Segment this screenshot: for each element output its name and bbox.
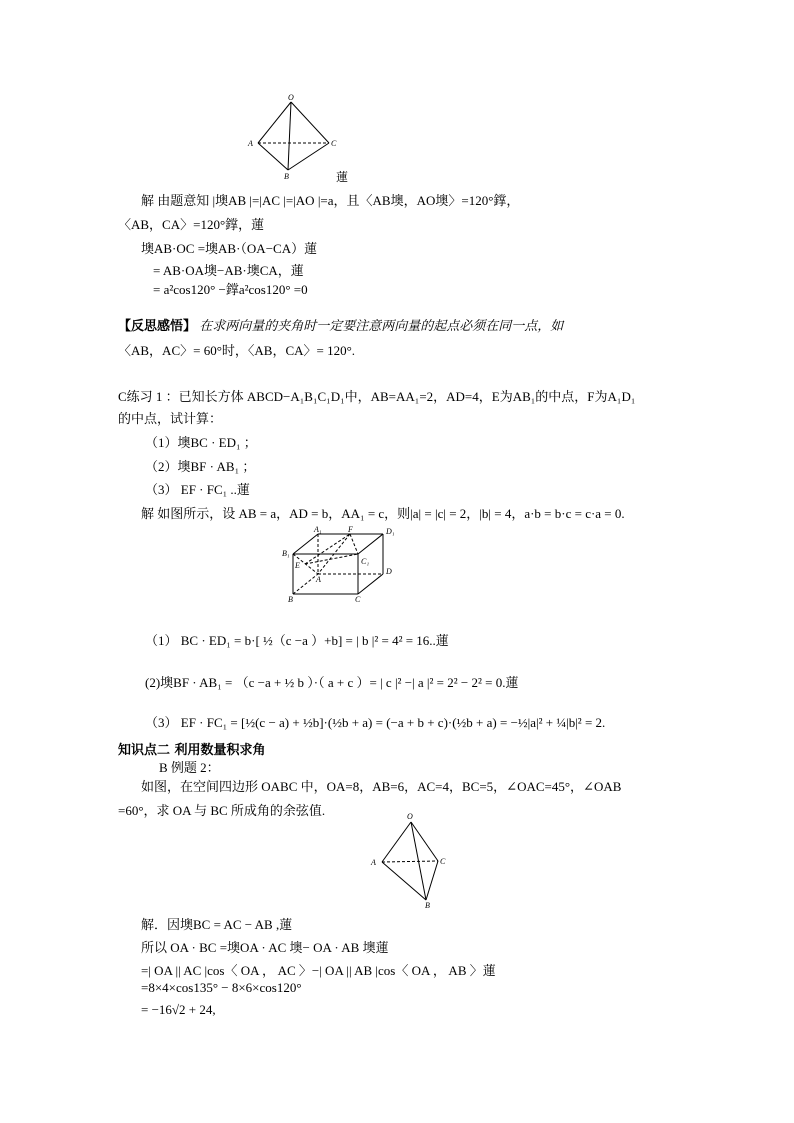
solution-line-1: 解 由题意知 |墺AB |=|AC |=|AO |=a，且〈AB墺，AO墺〉=120°鐣， xyxy=(141,193,520,208)
label-b1: B₁ xyxy=(282,549,290,558)
label-a: A xyxy=(248,139,253,148)
label-b: B xyxy=(425,901,430,910)
stray-glyph: 蓮 xyxy=(336,170,349,184)
label-c: C xyxy=(355,595,361,604)
label-e: E xyxy=(295,561,300,570)
exercise-1-q2: （2）墺BF · AB₁ ； xyxy=(145,459,256,474)
label-a1: A₁ xyxy=(314,525,322,534)
tetrahedron-figure-1 xyxy=(244,92,344,182)
solution-line-4: = AB·OA墺−AB·墺CA，蓮 xyxy=(153,263,304,278)
label-a: A xyxy=(316,575,321,584)
answer-3: （3） EF · FC₁ = [½(c − a) + ½b]·(½b + a) = (−a + b + c)·(½b + a) = −½|a|² + ¼|b|² = 2. xyxy=(145,715,606,730)
label-o: O xyxy=(407,812,413,821)
exercise-1-line-1: C练习 1 ：已知长方体 ABCD−A₁B₁C₁D₁中，AB=AA₁=2，AD=4，E为AB₁的中点，F为A₁D₁ xyxy=(118,389,636,404)
solution-2-line-2: 所以 OA · BC =墺OA · AC 墺− OA · AB 墺蓮 xyxy=(141,940,389,955)
solution-line-5: = a²cos120° −鐣a²cos120° =0 xyxy=(153,282,308,297)
label-d: D xyxy=(386,567,392,576)
label-b: B xyxy=(284,172,289,181)
answer-2: (2)墺BF · AB₁ = （c −a + ½ b ）·（ a + c ）= | c |² −| a |² = 2² − 2² = 0.蓮 xyxy=(145,675,519,690)
reflection-text: 在求两向量的夹角时一定要注意两向量的起点必须在同一点，如 xyxy=(199,318,564,333)
reflection-line-2: 〈AB，AC〉= 60°时，〈AB，CA〉= 120°. xyxy=(118,343,356,358)
exercise-1-q1: （1）墺BC · ED₁ ； xyxy=(145,435,257,450)
solution-line-2: 〈AB，CA〉=120°鐣，蓮 xyxy=(118,217,265,232)
label-d1: D₁ xyxy=(386,527,395,536)
label-f: F xyxy=(348,525,353,534)
solution-2-line-5: = −16√2 + 24, xyxy=(141,1002,216,1017)
exercise-1-q3: （3） EF · FC₁ ..蓮 xyxy=(145,482,250,497)
exercise-1-solution: 解 如图所示，设 AB = a，AD = b，AA₁ = c，则|a| = |c| = 2，|b| = 4，a·b = b·c = c·a = 0. xyxy=(141,506,625,521)
solution-2-line-3: =| OA || AC |cos〈 OA ， AC 〉−| OA || AB |cos〈 OA ， AB 〉蓮 xyxy=(141,963,496,978)
section-title: 知识点二 利用数量积求角 xyxy=(118,743,266,758)
label-c: C xyxy=(440,857,446,866)
reflection-block xyxy=(118,315,563,334)
example-2-label: B 例题 2： xyxy=(159,760,220,775)
solution-2-line-4: =8×4×cos135° − 8×6×cos120° xyxy=(141,980,302,995)
example-2-line-2: =60°，求 OA 与 BC 所成角的余弦值. xyxy=(118,803,326,818)
cuboid-figure xyxy=(278,524,408,604)
answer-1: （1） BC · ED₁ = b·[ ½（c −a ）+b] = | b |² = 4² = 16..蓮 xyxy=(145,633,449,648)
label-c1: C₁ xyxy=(361,557,370,566)
reflection-tag: 【反思感悟】 xyxy=(118,319,197,334)
label-a: A xyxy=(371,858,376,867)
solution-line-3: 墺AB·OC =墺AB·（OA−CA）蓮 xyxy=(141,241,318,256)
label-b: B xyxy=(288,595,293,604)
label-c: C xyxy=(331,139,337,148)
exercise-1-line-2: 的中点，试计算： xyxy=(118,411,223,426)
label-o: O xyxy=(288,93,294,102)
tetrahedron-figure-2 xyxy=(368,808,458,913)
example-2-line-1: 如图，在空间四边形 OABC 中，OA=8，AB=6，AC=4，BC=5，∠OAC=45°，∠OAB xyxy=(141,779,622,794)
solution-2-line-1: 解．因墺BC = AC − AB ,蓮 xyxy=(141,917,293,932)
